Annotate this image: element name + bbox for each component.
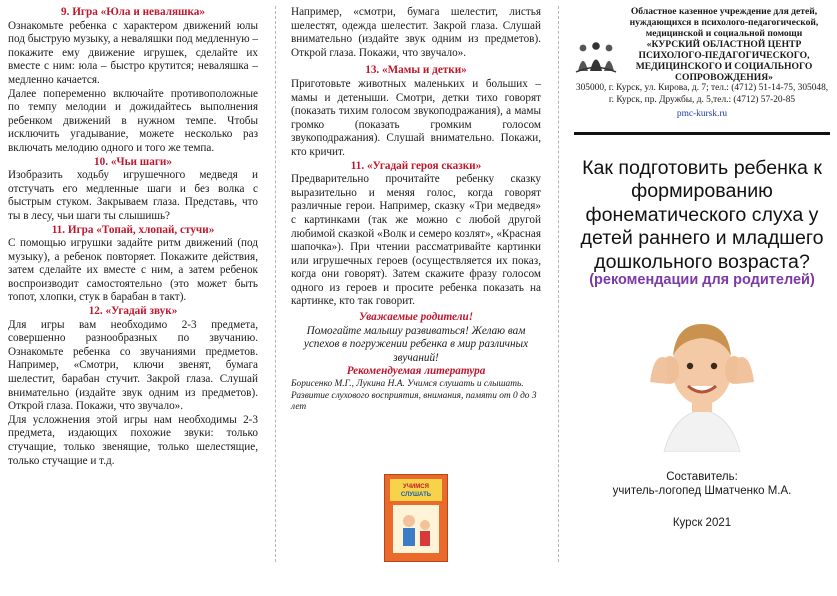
game-9-text-2: Далее попеременно включайте противоположные по темпу мелодии и дожидайтесь выполнения ребенком движений в нужном темпе. Чтобы исключить угадывание, можете несколько раз включать мелодию одного и того же темпа. <box>8 87 258 154</box>
literature-title: Рекомендуемая литература <box>346 365 486 378</box>
game-12-text-2: Для усложнения этой игры нам необходимы 2-3 предмета, издающих похожие звуки: только стучащие, только звенящие, только шелестящие, только стучащие и т.д. <box>8 413 258 467</box>
site-link[interactable]: pmc-kursk.ru <box>676 109 728 119</box>
game-12-title: 12. «Угадай звук» <box>88 305 178 318</box>
game-hero-text: Предварительно прочитайте ребенку сказку выразительно и меняя голос, когда говорят различные герои. Например, сказку «Три медведя» с картинками (так же можно с любой другой любимой сказкой «Волк и семеро козлят», «Красная шапочка»). При чтении рассматривайте картинки или игрушечных героев (осуществляется их показ, когда они говорят). Затем скажите фразу голосом одного из героев и просите ребенка показать на картинке, кто так говорит. <box>291 173 541 308</box>
institution-title: «КУРСКИЙ ОБЛАСТНОЙ ЦЕНТР ПСИХОЛОГО-ПЕДАГОГИЧЕСКОГО, МЕДИЦИНСКОГО И СОЦИАЛЬНОГО СОПРОВОЖДЕНИЯ» <box>635 39 813 83</box>
game-12-continued: Например, «смотри, бумага шелестит, листья шелестят, одежда шелестит. Закрой глаза. Слушай внимательно (издайте звук одним из предметов). Открой глаза. Покажи, что звучало». <box>291 6 541 59</box>
game-10-text: Изобразить ходьбу игрушечного медведя и отстучать его медленные шаги и без волка с быстрым стуком. Закрываем глаза. Представь, что ты в лесу, чьи шаги ты слышишь? <box>8 169 258 222</box>
fold-line-1 <box>275 6 276 562</box>
author-label: Составитель: <box>666 470 738 483</box>
brochure-subtitle: (рекомендации для родителей) <box>589 272 815 289</box>
header-divider <box>574 132 830 135</box>
game-10-title: 10. «Чьи шаги» <box>94 155 172 168</box>
author-name: учитель-логопед Шматченко М.А. <box>612 484 792 497</box>
game-9-text: Ознакомьте ребенка с характером движений юлы под быструю музыку, а неваляшки под медленную – покажите ему движение игрушек, сделайте их вместе с ним: юла – быстро крутится; неваляшка – медленно качается. <box>8 19 258 86</box>
svg-text:УЧИМСЯ: УЧИМСЯ <box>403 484 429 490</box>
game-13-title: 13. «Мамы и детки» <box>365 64 467 77</box>
literature-reference: Борисенко М.Г., Лукина Н.А. Учимся слушать и слышать. Развитие слухового восприятия, внимания, памяти от 0 до 3 лет <box>291 379 537 413</box>
institution-name: Областное казенное учреждение для детей, нуждающихся в психолого-педагогической, медицинской и социальной помощи <box>629 6 819 39</box>
game-12-text: Для игры вам необходимо 2-3 предмета, совершенно разнообразных по звучанию. Ознакомьте ребенка со звучаниями предметов. Например, «Смотри, ключи звенят, бумага шелестит, барабан стучит. Закрой глаза. Слушай внимательно (издайте звук одним из предметов). Открой глаза. Покажи, что звучало». <box>8 318 258 413</box>
column-middle <box>291 6 541 414</box>
column-right <box>574 6 830 530</box>
closing-wish: Помогайте малышу развиваться! Желаю вам успехов в погружении ребенка в мир различных звучаний! <box>303 324 529 364</box>
family-logo-icon <box>574 41 618 78</box>
brochure-title: Как подготовить ребенка к формированию фонематического слуха у детей раннего и младшего дошкольного возраста? <box>580 156 824 273</box>
game-11-title: 11. Игра «Топай, хлопай, стучи» <box>51 223 215 236</box>
parents-greeting: Уважаемые родители! <box>358 311 474 324</box>
book-cover-image <box>384 474 448 562</box>
game-9-title: 9. Игра «Юла и неваляшка» <box>61 6 205 18</box>
game-hero-title: 11. «Угадай героя сказки» <box>350 159 482 172</box>
column-left <box>8 6 258 468</box>
city-year: Курск 2021 <box>672 516 732 529</box>
institution-address: 305000, г. Курск, ул. Кирова, д. 7; тел.: (4712) 51-14-75, 305048, г. Курск, пр. Дружбы, д. 5,тел.: (4712) 57-20-85 <box>575 83 829 105</box>
child-listening-photo <box>644 302 760 452</box>
book-cover-art <box>385 475 447 561</box>
game-13-text: Приготовьте животных маленьких и больших – мамы и детеныши. Смотри, детки тихо говорят (показать тихим голосом звукоподражания), а мамы громко (показать громким голосом звукоподражания). Слушай внимательно. Покажи, кто кричит. <box>291 77 541 158</box>
game-11-text: С помощью игрушки задайте ритм движений (под музыку), а ребенок повторяет. Покажите действия, затем сделайте их вместе с ним, а затем ребенок воспроизводит самостоятельно (это может быть топот, хлопки, стук в барабан в такт). <box>8 237 258 304</box>
svg-text:СЛУШАТЬ: СЛУШАТЬ <box>400 492 432 498</box>
fold-line-2 <box>558 6 559 562</box>
